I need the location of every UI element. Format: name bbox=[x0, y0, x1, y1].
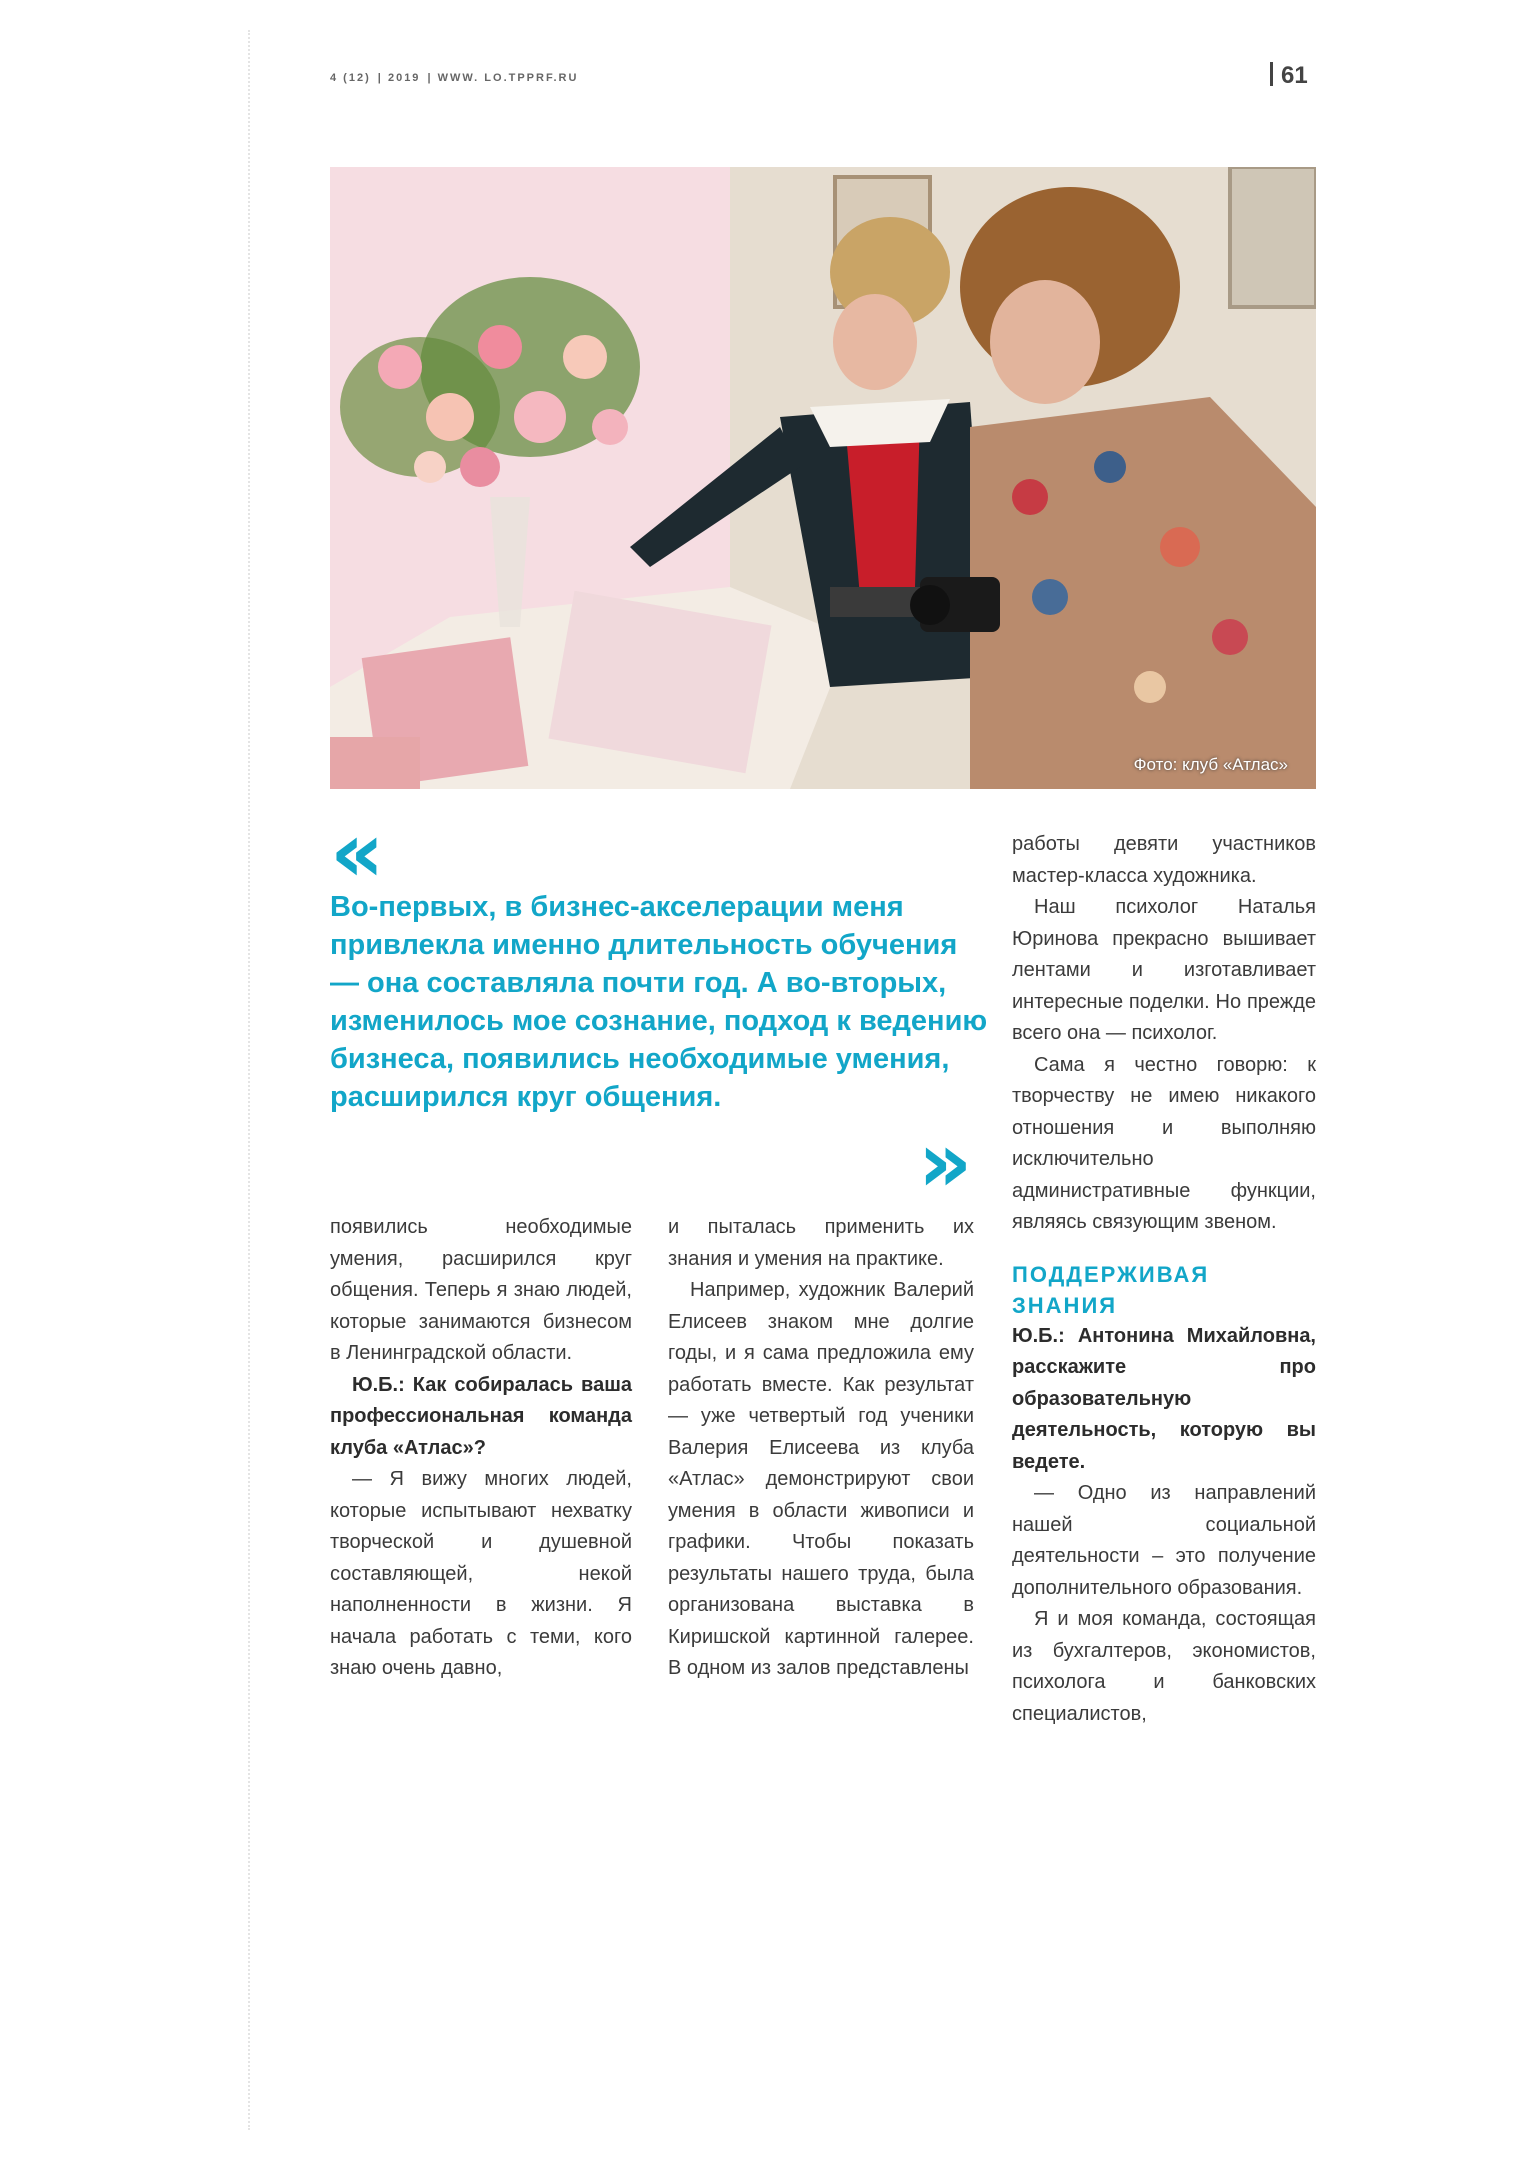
col3-paragraph-1: работы девяти участников мастер-класса художника. bbox=[1012, 833, 1316, 887]
text-column-1 bbox=[330, 1212, 632, 1685]
col3-question: Ю.Б.: Антонина Михайловна, расскажите про образовательную деятельность, которую вы ведете. bbox=[1012, 1324, 1316, 1473]
painting-3 bbox=[330, 737, 420, 789]
photo-credit: Фото: клуб «Атлас» bbox=[1133, 755, 1288, 774]
text-column-3 bbox=[1012, 829, 1316, 1730]
page-number: 61 bbox=[1270, 62, 1308, 90]
website: WWW. LO.TPPRF.RU bbox=[437, 72, 579, 84]
quote-close-mark: » bbox=[918, 1113, 973, 1211]
wall-frame-2 bbox=[1230, 167, 1316, 307]
page-header: 4 (12) | 2019 | WWW. LO.TPPRF.RU bbox=[330, 72, 579, 84]
issue-year: 2019 bbox=[387, 72, 421, 84]
col2-paragraph-2: Например, художник Валерий Елисеев знаком мне долгие годы, и я сама предложила ему работать вместе. Как результат — уже четвертый год ученики Валерия Елисеева из клуба «Атлас» демонстрируют свои умения в области живописи и графики. Чтобы показать результаты нашего труда, была организована выставка в Киришской картинной галерее. В одном из залов представлены bbox=[668, 1279, 974, 1679]
col1-paragraph-2: — Я вижу многих людей, которые испытывают нехватку творческой и душевной составляющей, некой наполненности в жизни. Я начала работать с теми, кого знаю очень давно, bbox=[330, 1468, 632, 1679]
col2-paragraph-1: и пыталась применить их знания и умения на практике. bbox=[668, 1216, 974, 1270]
col3-paragraph-2: Наш психолог Наталья Юринова прекрасно вышивает лентами и изготавливает интересные поделки. Но прежде всего она — психолог. bbox=[1012, 896, 1316, 1044]
issue-number: 4 (12) bbox=[330, 72, 371, 84]
text-column-2 bbox=[668, 1212, 974, 1685]
col1-question: Ю.Б.: Как собиралась ваша профессиональная команда клуба «Атлас»? bbox=[330, 1373, 632, 1459]
photo-illustration bbox=[330, 167, 1316, 789]
col3-paragraph-3: Сама я честно говорю: к творчеству не имею никакого отношения и выполняю исключительно административные функции, являясь связующим звеном. bbox=[1012, 1053, 1316, 1233]
pull-quote: Во-первых, в бизнес-акселерации меня привлекла именно длительность обучения — она составляла почти год. А во-вторых, изменилось мое сознание, подход к ведению бизнеса, появились необходимые умения, расширился круг общения. bbox=[330, 891, 988, 1113]
col3-paragraph-4: — Одно из направлений нашей социальной деятельности – это получение дополнительного образования. bbox=[1012, 1482, 1316, 1599]
col1-paragraph-1: появились необходимые умения, расширился круг общения. Теперь я знаю людей, которые занимаются бизнесом в Ленинградской области. bbox=[330, 1216, 632, 1364]
article-photo bbox=[330, 167, 1316, 789]
col3-paragraph-5: Я и моя команда, состоящая из бухгалтеров, экономистов, психолога и банковских специалистов, bbox=[1012, 1608, 1316, 1725]
section-title: ПОДДЕРЖИВАЯ ЗНАНИЯ bbox=[1012, 1261, 1210, 1318]
scan-edge-dots bbox=[248, 30, 250, 2130]
quote-open-mark: « bbox=[330, 803, 385, 901]
